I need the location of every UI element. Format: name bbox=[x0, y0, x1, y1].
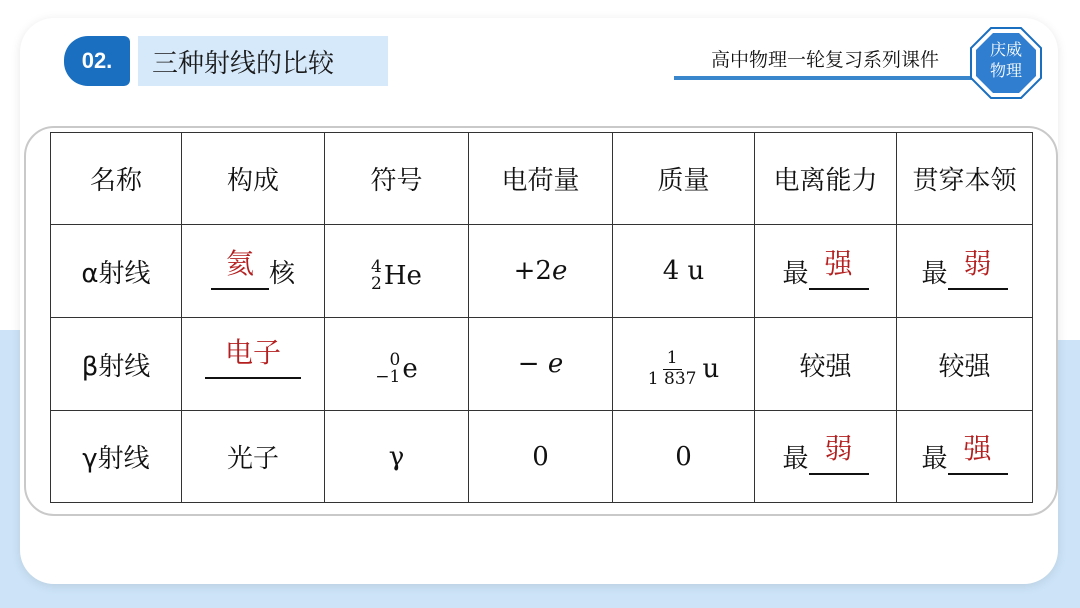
fill-blank bbox=[809, 432, 869, 475]
table-row-alpha bbox=[51, 225, 1033, 318]
charge-cell bbox=[469, 318, 613, 411]
ionization-cell bbox=[755, 411, 897, 503]
nuclide-symbol bbox=[371, 259, 422, 293]
mass-unit: u bbox=[702, 353, 720, 384]
ionization-prefix: 最 bbox=[782, 258, 809, 289]
element-symbol: He bbox=[383, 261, 422, 291]
composition-cell bbox=[182, 225, 325, 318]
fill-blank bbox=[948, 246, 1008, 290]
charge-number: −1 bbox=[375, 367, 401, 387]
section-number-badge: 02. bbox=[64, 36, 130, 86]
penetration-cell bbox=[897, 225, 1033, 318]
brand-logo bbox=[969, 26, 1043, 100]
penetration-prefix: 最 bbox=[921, 444, 948, 474]
series-label: 高中物理一轮复习系列课件 bbox=[710, 49, 939, 71]
mass-fraction bbox=[648, 349, 719, 389]
composition-cell: 光子 bbox=[182, 411, 325, 503]
answer-text: 电子 bbox=[224, 336, 281, 369]
header-cell: 符号 bbox=[325, 133, 469, 225]
element-symbol: e bbox=[402, 354, 418, 384]
answer-text: 强 bbox=[963, 432, 992, 465]
charge-cell: 0 bbox=[469, 411, 613, 503]
composition-suffix: 核 bbox=[268, 258, 295, 289]
penetration-cell: 较强 bbox=[897, 318, 1033, 411]
symbol-cell bbox=[325, 318, 469, 411]
mass-cell bbox=[613, 318, 755, 411]
header-cell: 电荷量 bbox=[469, 133, 613, 225]
symbol-cell bbox=[325, 225, 469, 318]
header-cell: 电离能力 bbox=[755, 133, 897, 225]
fill-blank bbox=[948, 432, 1008, 475]
logo-line-1: 庆威 bbox=[989, 40, 1022, 59]
ionization-cell bbox=[755, 225, 897, 318]
table-row-gamma bbox=[51, 411, 1033, 503]
charge-unit: e bbox=[547, 349, 564, 379]
section-title: 三种射线的比较 bbox=[138, 36, 388, 86]
charge-cell bbox=[469, 225, 613, 318]
mass-cell: 0 bbox=[613, 411, 755, 503]
ionization-cell: 较强 bbox=[755, 318, 897, 411]
header-cell: 名称 bbox=[51, 133, 182, 225]
penetration-cell bbox=[897, 411, 1033, 503]
answer-text: 氦 bbox=[225, 246, 254, 280]
answer-text: 弱 bbox=[824, 432, 853, 465]
ray-name: α射线 bbox=[51, 225, 182, 318]
series-underline bbox=[674, 76, 972, 80]
ray-comparison-table bbox=[50, 132, 1033, 503]
table-row-beta bbox=[51, 318, 1033, 411]
fraction-denominator: 1 837 bbox=[647, 368, 697, 389]
logo-line-2: 物理 bbox=[989, 61, 1022, 80]
fill-blank bbox=[211, 246, 269, 290]
mass-number: 0 bbox=[389, 350, 401, 370]
answer-text: 强 bbox=[824, 246, 853, 280]
header-cell: 构成 bbox=[182, 133, 325, 225]
table-header-row bbox=[51, 133, 1033, 225]
answer-text: 弱 bbox=[963, 246, 992, 280]
charge-value: +2 bbox=[513, 256, 552, 286]
symbol-cell: γ bbox=[325, 411, 469, 503]
header-cell: 贯穿本领 bbox=[897, 133, 1033, 225]
fill-blank bbox=[205, 336, 301, 379]
composition-cell bbox=[182, 318, 325, 411]
charge-sign: − bbox=[517, 349, 540, 379]
header-cell: 质量 bbox=[613, 133, 755, 225]
charge-number: 2 bbox=[371, 274, 382, 294]
fraction-numerator: 1 bbox=[663, 349, 682, 370]
ray-name: β射线 bbox=[51, 318, 182, 411]
mass-number: 4 bbox=[371, 257, 382, 277]
ionization-prefix: 最 bbox=[782, 444, 809, 474]
ray-name: γ射线 bbox=[51, 411, 182, 503]
fill-blank bbox=[809, 246, 869, 290]
charge-unit: e bbox=[551, 256, 568, 286]
nuclide-symbol bbox=[375, 352, 417, 386]
mass-cell: 4 u bbox=[613, 225, 755, 318]
penetration-prefix: 最 bbox=[921, 258, 948, 289]
